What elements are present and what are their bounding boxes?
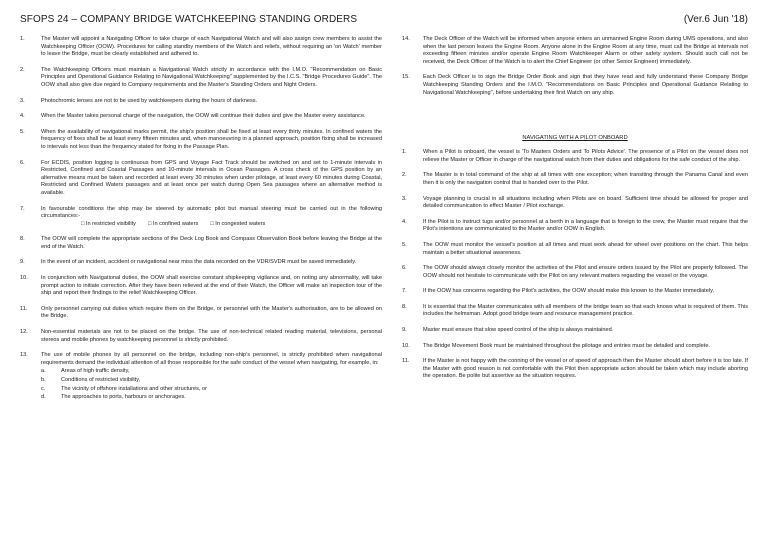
item-body [423, 149, 748, 164]
item-text: When the availability of navigational marks permit, the ship's position shall be fixed at least every thirty minutes. In confined waters the frequency of fixes shall be at least every fifteen minutes and, when manoeuvring in a planned approach, position fixing shall be increased to intervals not less than the frequency stated for fixing in the Passage Plan. [41, 128, 382, 150]
item-body [41, 259, 382, 267]
item-text: Master must ensure that slow speed control of the ship is always maintained. [423, 327, 614, 334]
item-number: 11. [20, 305, 28, 312]
item-text: If the Master is not happy with the conning of the vessel or of speed of approach then the Master should abort before it is too late. If the Master with good reason is not comfortable with the Pilot then appropriate action should be taken which may include aborting the operation. Be polite but assertive as the situation requires. [423, 358, 748, 380]
order-item [402, 358, 748, 381]
right-items [402, 36, 748, 97]
sub-item-letter: a. [41, 368, 46, 375]
item-text: The Master is in total command of the ship at all times with one exception; when transiting through the Panama Canal and even then it is only the navigation control that is handed over to the Pilot. [423, 172, 748, 186]
item-text: In favourable conditions the ship may be steered by automatic pilot but manual steering must be carried out in the following circumstances:- [41, 205, 382, 220]
item-text: It is essential that the Master communicates with all members of the bridge team so that each knows what is required of them. This includes the helmsman. Adopt good bridge team and resource management practice. [423, 303, 748, 318]
item-text: The OOW will complete the appropriate sections of the Deck Log Book and Compass Observation Book before leaving the Bridge at the end of the Watch. [41, 236, 382, 250]
item-body [41, 160, 382, 198]
item-text: If the Pilot is to instruct tugs and/or personnel at a berth in a language that is foreign to the crew, the Master must require that the Pilot's intentions are communicated to the Master and/or OOW in English. [423, 218, 748, 233]
item-text: When the Master takes personal charge of the navigation, the OOW will continue their duties and give the Master every assistance. [41, 113, 366, 120]
item-text: Photochromic lenses are not to be used by watchkeepers during the hours of darkness. [41, 97, 258, 104]
order-item [20, 129, 382, 152]
order-item [402, 265, 748, 280]
order-item [402, 219, 748, 234]
item-body [423, 196, 748, 211]
item-number: 9. [402, 327, 407, 334]
item-text: The OOW must monitor the vessel's position at all times and must work ahead for wheel over positions on the chart. This helps maintain a better situational awareness. [423, 241, 748, 256]
sub-item-text: Conditions of restricted visibility, [61, 377, 141, 383]
left-column [20, 36, 382, 410]
order-item [402, 196, 748, 211]
item-text: If the OOW has concerns regarding the Pilot's activities, the OOW should make this known to the Master immediately. [423, 288, 715, 295]
item-text: Each Deck Officer is to sign the Bridge Order Book and sign that they have read and fully understand these Company Bridge Watchkeeping Standing Orders and the I.M.O. "Recommendations on Basic Principles and Operational Guidance Relating to Navigational Watchkeeping", before undertaking their first Watch on any ship. [423, 74, 748, 96]
version-label: (Ver.6 Jun '18) [683, 14, 748, 25]
order-item [20, 98, 382, 106]
item-text: The OOW should always closely monitor the activities of the Pilot and ensure orders issued by the Pilot are properly followed. The OOW should not hesitate to communicate with the Pilot on any relevant matters regarding the vessel or the voyage. [423, 265, 748, 279]
item-number: 7. [20, 205, 25, 212]
order-item [20, 36, 382, 59]
document-title: SFOPS 24 – COMPANY BRIDGE WATCHKEEPING STANDING ORDERS [20, 14, 358, 25]
sub-item-text: Areas of high traffic density, [61, 368, 130, 375]
order-item [20, 352, 382, 402]
sub-item-letter: c. [41, 385, 46, 392]
order-item [20, 275, 382, 298]
item-number: 4. [20, 113, 25, 120]
item-body [423, 304, 748, 319]
item-body [41, 236, 382, 251]
order-item [20, 259, 382, 267]
item-number: 11. [402, 358, 410, 365]
item-body [423, 219, 748, 234]
order-item [20, 206, 382, 229]
steering-options [41, 221, 382, 229]
sub-item-letter: d. [41, 394, 46, 401]
item-number: 9. [20, 259, 25, 266]
item-text: The Bridge Movement Book must be maintained throughout the pilotage and entries must be detailed and complete. [423, 342, 711, 349]
item-number: 5. [402, 241, 407, 248]
item-body [423, 36, 748, 66]
item-text: Non-essential materials are not to be placed on the bridge. The use of non-technical related reading material, televisions, personal stereos and mobile phones by watchkeeping personnel is strictly prohibited. [41, 329, 382, 343]
item-body [423, 265, 748, 280]
pilot-items [402, 149, 748, 381]
order-item [402, 149, 748, 164]
item-number: 1. [20, 36, 25, 42]
item-body [423, 172, 748, 187]
item-number: 10. [20, 275, 28, 282]
sub-item [41, 386, 382, 394]
item-text: In the event of an incident, accident or navigational near miss the data recorded on the VDR/SVDR must be saved immediately. [41, 259, 357, 266]
item-number: 3. [20, 97, 25, 104]
item-number: 6. [402, 265, 407, 272]
item-text: The use of mobile phones by all personnel on the bridge, including non-ship's personnel, is strictly prohibited when navigational requirements demand the individual attention of all those responsible for the safe conduct of the vessel when navigating, for example, in: [41, 352, 382, 366]
order-item [20, 306, 382, 321]
steering-option: □ In restricted visibility [81, 220, 136, 227]
item-number: 7. [402, 288, 407, 295]
item-number: 2. [402, 172, 407, 179]
order-item [402, 343, 748, 351]
item-number: 4. [402, 218, 407, 225]
item-number: 6. [20, 159, 25, 166]
item-number: 5. [20, 128, 25, 135]
item-number: 12. [20, 329, 28, 336]
item-body [41, 206, 382, 229]
item-text: The Deck Officer of the Watch will be informed when anyone enters an unmanned Engine Room during UMS operations, and also when the last person leaves the Engine Room. Anyone alone in the Engine Room at any time, must call the Bridge at intervals not exceeding fifteen minutes and/or operate Engine Room Watchkeeper Alarm or other safety system. Should such call not be received, the Deck Officer of the Watch is to alert the Chief Engineer (or other Senior Engineer) immediately. [423, 36, 748, 65]
item-body [41, 275, 382, 298]
order-item [402, 74, 748, 97]
order-item [20, 113, 382, 121]
order-item [402, 36, 748, 66]
item-number: 15. [402, 74, 410, 81]
content-columns [20, 36, 748, 410]
order-item [20, 236, 382, 251]
item-body [423, 358, 748, 381]
item-body [423, 242, 748, 257]
order-item [20, 67, 382, 90]
sub-item-text: The approaches to ports, harbours or anchorages. [61, 394, 186, 401]
item-body [41, 352, 382, 402]
item-body [41, 329, 382, 344]
order-item [20, 160, 382, 198]
item-body [41, 98, 382, 106]
order-item [402, 288, 748, 296]
steering-option: □ In confined waters [147, 220, 199, 227]
item-body [41, 113, 382, 121]
item-number: 13. [20, 352, 28, 359]
item-number: 8. [402, 303, 407, 310]
item-number: 8. [20, 236, 25, 243]
pilot-section-heading: NAVIGATING WITH A PILOT ONBOARD [522, 135, 628, 142]
item-text: Only personnel carrying out duties which require them on the Bridge, or personnel with the Master's authorisation, are to be allowed on the Bridge. [41, 305, 382, 320]
item-text: The Master will appoint a Navigating Officer to take charge of each Navigational Watch and will also assign crew members to assist the Watchkeeping Officer (OOW). Procedures for calling standby members of the Watch and reliefs, without requiring an 'on Watch' member to leave the Bridge, must be clearly established and adhered to. [41, 36, 382, 58]
item-text: For ECDIS, position logging is continuous from GPS and Voyage Fact Track should be switched on and set to 1-minute intervals in Restricted, Confined and Coastal Passages and 10-minute intervals in Ocean Passages. A cross check of the GPS position by an alternative means must be taken and recorded at least every 30 minutes when under pilotage, at least every 60 minutes during Coastal, Restricted and Confined Waters passages and at least once per watch during Open Sea passages where an alternative method is available. [41, 159, 382, 196]
item-text: In conjunction with Navigational duties, the OOW shall exercise constant shipkeeping vigilance and, on noting any abnormality, will take prompt action to initiate correction. After they have been relieved at the end of their Watch, the Officer will make an inspection tour of the ship and report their findings to the relief Watchkeeping Officer. [41, 275, 382, 297]
item-number: 14. [402, 36, 410, 42]
order-item [402, 304, 748, 319]
item-number: 3. [402, 195, 407, 202]
right-column [402, 36, 748, 410]
steering-option: □ In congested waters [210, 220, 266, 227]
item-body [41, 306, 382, 321]
item-text: When a Pilot is onboard, the vessel is 'To Masters Orders and To Pilots Advice'. The presence of a Pilot on the vessel does not relieve the Master or Officer in charge of the navigational watch from their duties and obligations for the safe conduct of the ship. [423, 149, 748, 163]
item-body [41, 129, 382, 152]
item-body [423, 343, 748, 351]
item-body [423, 74, 748, 97]
order-item [402, 172, 748, 187]
order-item [402, 242, 748, 257]
item-body [423, 327, 748, 335]
item-number: 1. [402, 149, 407, 156]
sub-item [41, 368, 382, 376]
order-item [402, 327, 748, 335]
item-text: The Watchkeeping Officers must maintain a Navigational Watch strictly in accordance with the I.M.O. "Recommendation on Basic Principles and Operational Guidance Relating to Navigational Watchkeeping" supplemented by the I.C.S. "Bridge Procedures Guide". The OOW shall also give due regard to Company requirements and the Master's Standing Orders and Night Orders. [41, 66, 382, 88]
order-item [20, 329, 382, 344]
item-number: 2. [20, 66, 25, 73]
sub-item-letter: b. [41, 377, 46, 383]
sub-item-text: The vicinity of offshore installations and other structures, or [61, 385, 208, 392]
sub-item [41, 394, 382, 402]
item-number: 10. [402, 342, 410, 349]
item-body [423, 288, 748, 296]
sub-item [41, 377, 382, 385]
item-text: Voyage planning is crucial in all situations including when Pilots are on board. Sufficient time should be allowed for proper and detailed communication to effect Master / Pilot exchange. [423, 195, 748, 210]
item-body [41, 67, 382, 90]
document-header [20, 14, 748, 32]
item-body [41, 36, 382, 59]
